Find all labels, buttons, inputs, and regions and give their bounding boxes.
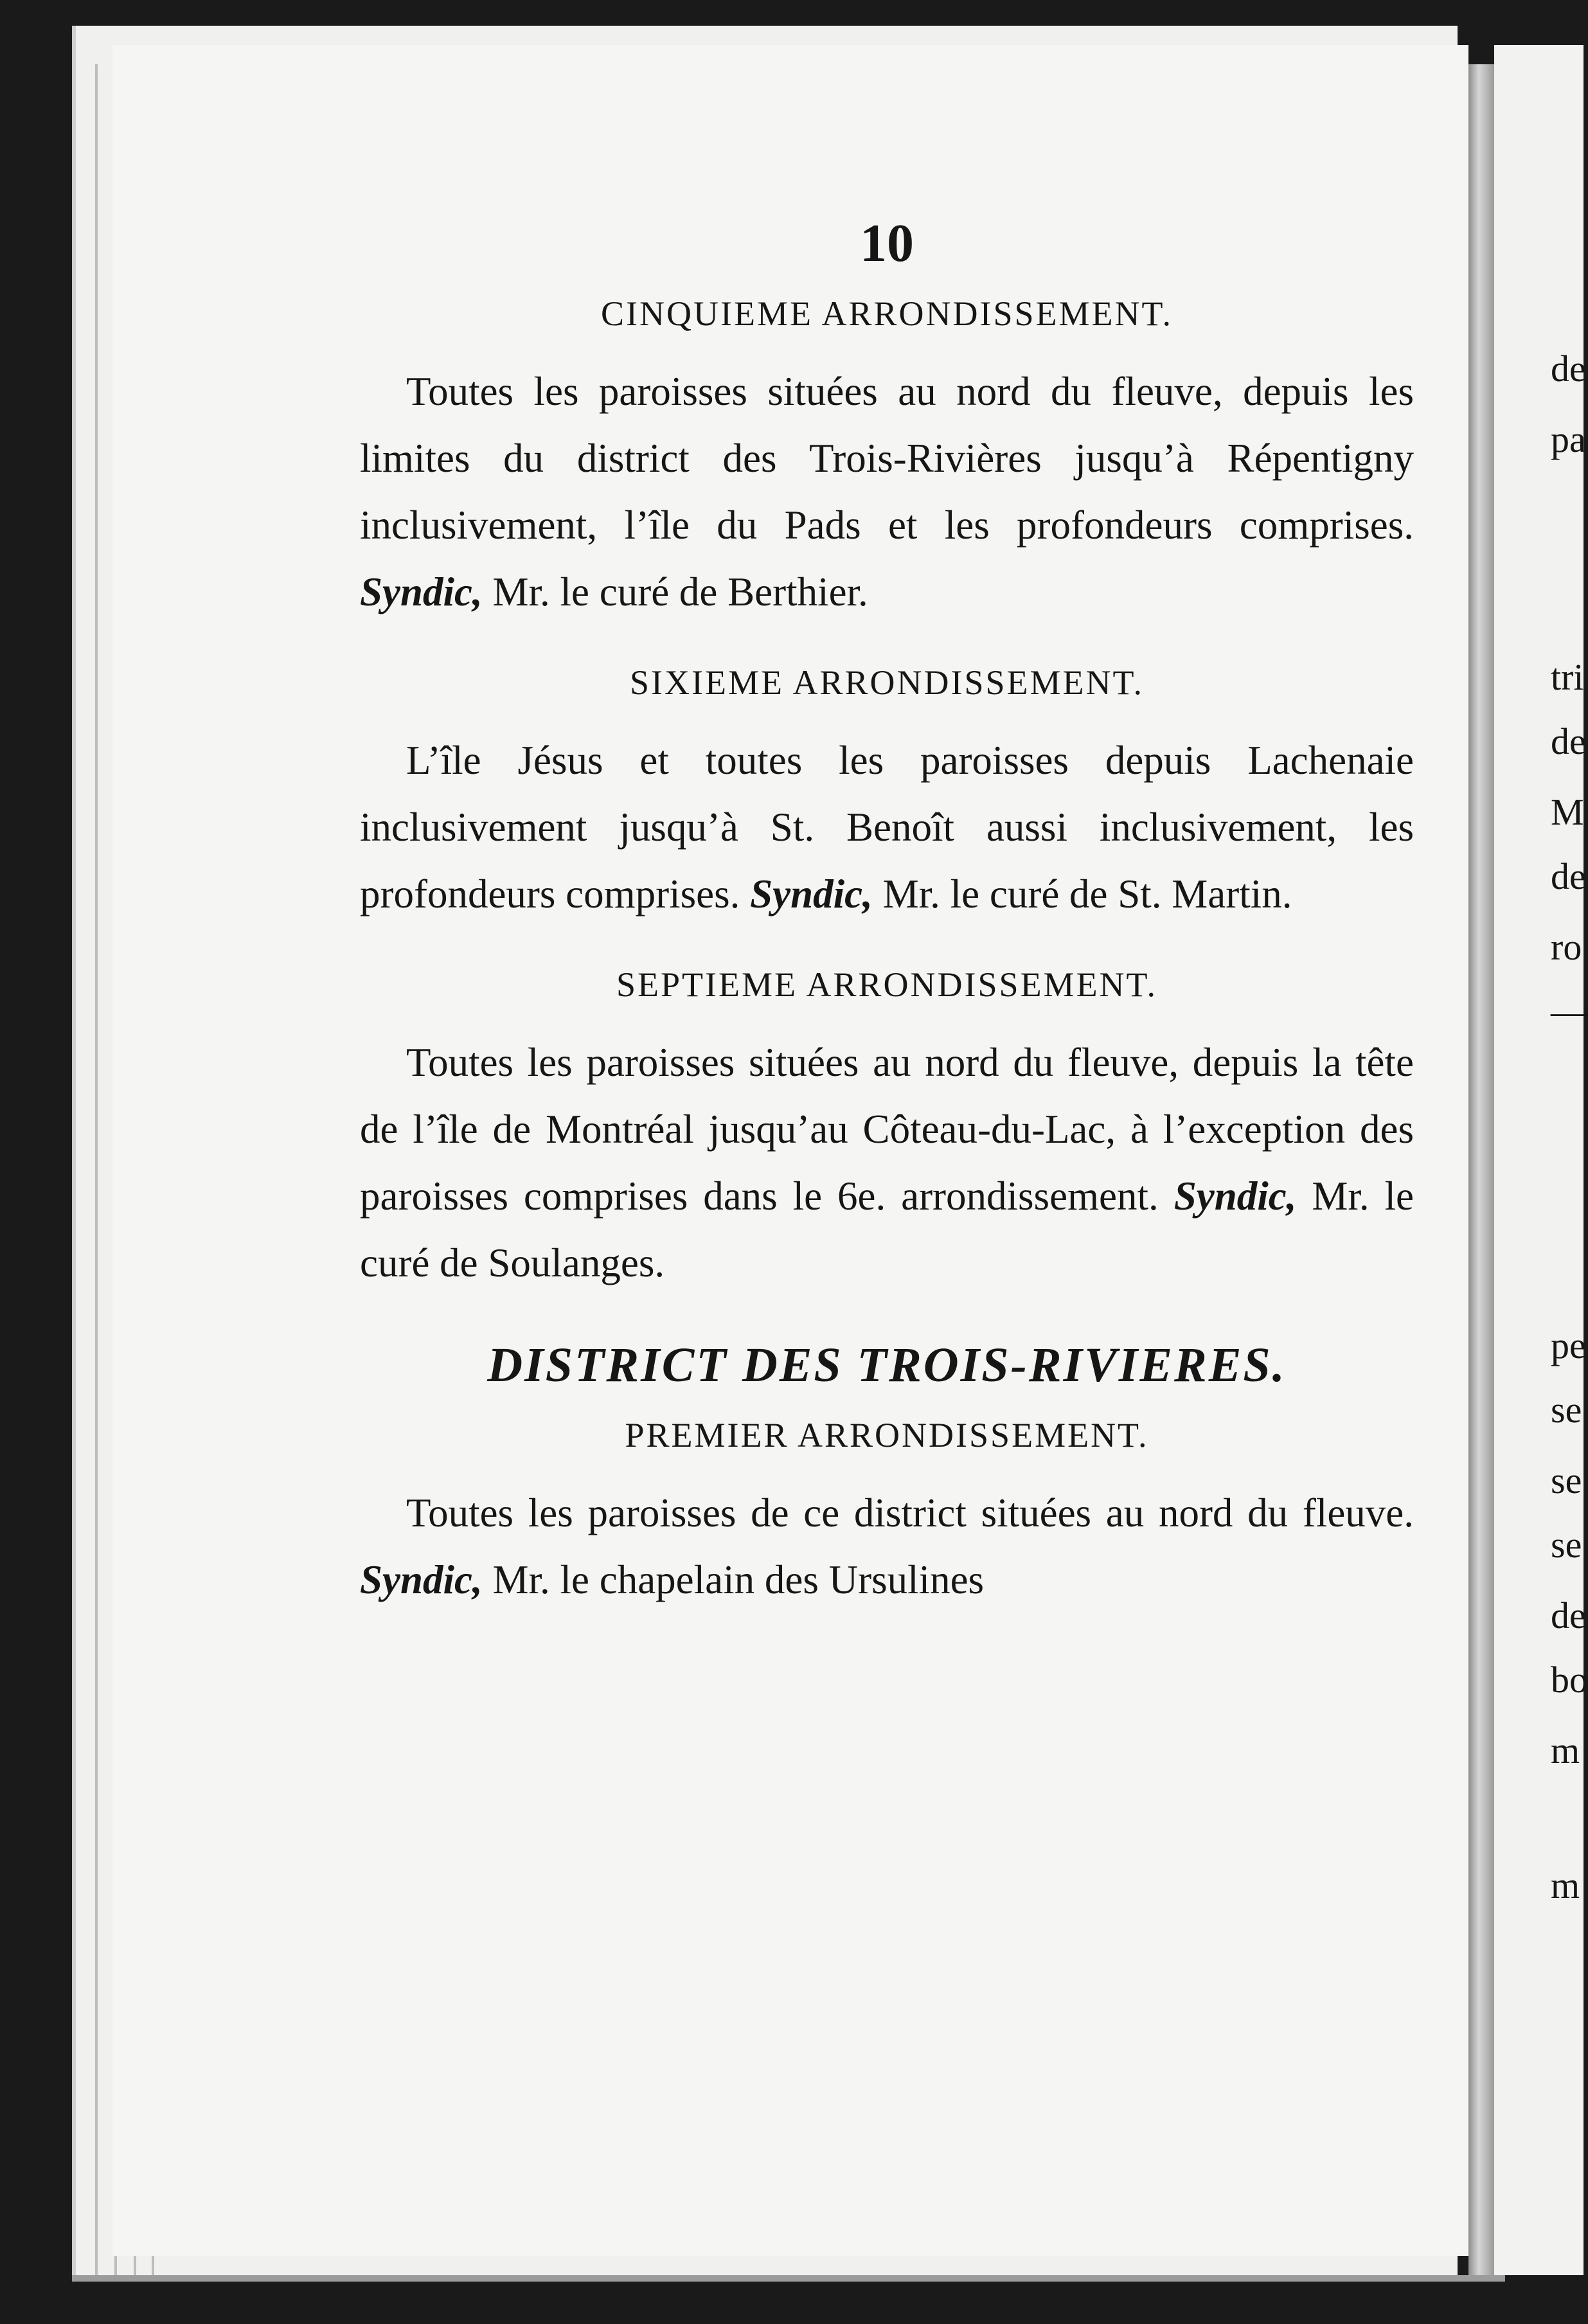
section-paragraph [360, 1029, 1414, 1296]
book-gutter [1468, 64, 1494, 2275]
facing-page-fragment: m [1551, 1730, 1580, 1771]
page-content [360, 212, 1414, 1613]
paragraph-text: L’île Jésus et toutes les paroisses depuis Lachenaie inclusivement jusqu’à St. Benoît aussi inclusivement, les profondeurs comprises. [360, 738, 1414, 916]
section-paragraph [360, 727, 1414, 927]
section-paragraph [360, 358, 1414, 625]
syndic-name: Mr. le curé de Berthier. [492, 569, 868, 614]
syndic-label: Syndic, [750, 872, 873, 916]
facing-page-fragment: M [1551, 791, 1584, 833]
syndic-name: Mr. le chapelain des Ursulines [492, 1557, 985, 1602]
section-paragraph [360, 1479, 1414, 1613]
section-heading: CINQUIEME ARRONDISSEMENT. [600, 294, 1173, 333]
district-title: DISTRICT DES TROIS-RIVIERES. [487, 1338, 1287, 1392]
syndic-label: Syndic, [360, 1557, 483, 1602]
facing-page-fragment: de [1551, 1595, 1586, 1636]
facing-page-edge [1494, 45, 1588, 2275]
facing-page-fragment: se [1551, 1524, 1582, 1566]
facing-page-fragment: de [1551, 855, 1586, 897]
facing-page-fragment: se [1551, 1460, 1582, 1501]
facing-page-fragment: tri [1551, 656, 1584, 698]
facing-page-fragment: pa [1551, 418, 1586, 460]
section-heading: PREMIER ARRONDISSEMENT. [625, 1416, 1149, 1454]
page-edge-line [95, 64, 98, 2275]
facing-page-fragment: pe [1551, 1325, 1586, 1366]
syndic-label: Syndic, [360, 569, 483, 614]
paragraph-text: Toutes les paroisses situées au nord du fleuve, depuis la tête de l’île de Montréal jusqu’au Côteau-du-Lac, à l’exception des paroisses comprises dans le 6e. arrondissement. [360, 1040, 1414, 1219]
page-number: 10 [860, 213, 914, 273]
paragraph-text: Toutes les paroisses situées au nord du fleuve, depuis les limites du district des Trois-Rivières jusqu’à Répentigny inclusivement, l’île du Pads et les profondeurs comprises. [360, 369, 1414, 548]
facing-page-fragment: — [1551, 990, 1588, 1032]
page-bottom-edge [72, 2275, 1505, 2282]
syndic-label: Syndic, [1173, 1174, 1297, 1219]
section-heading: SIXIEME ARRONDISSEMENT. [629, 663, 1145, 702]
section-heading: SEPTIEME ARRONDISSEMENT. [616, 965, 1158, 1004]
facing-page-fragment: de [1551, 348, 1586, 389]
facing-page-fragment: ro [1551, 926, 1582, 968]
facing-page-fragment: bo [1551, 1659, 1588, 1701]
facing-page-fragment: m [1551, 1864, 1580, 1906]
paragraph-text: Toutes les paroisses de ce district situées au nord du fleuve. [406, 1490, 1414, 1535]
syndic-name: Mr. le curé de St. Martin. [882, 872, 1292, 916]
syndic-name: Mr. le curé de Soulanges. [360, 1174, 1414, 1285]
facing-page-fragment: de [1551, 720, 1586, 762]
facing-page-fragment: se [1551, 1389, 1582, 1431]
